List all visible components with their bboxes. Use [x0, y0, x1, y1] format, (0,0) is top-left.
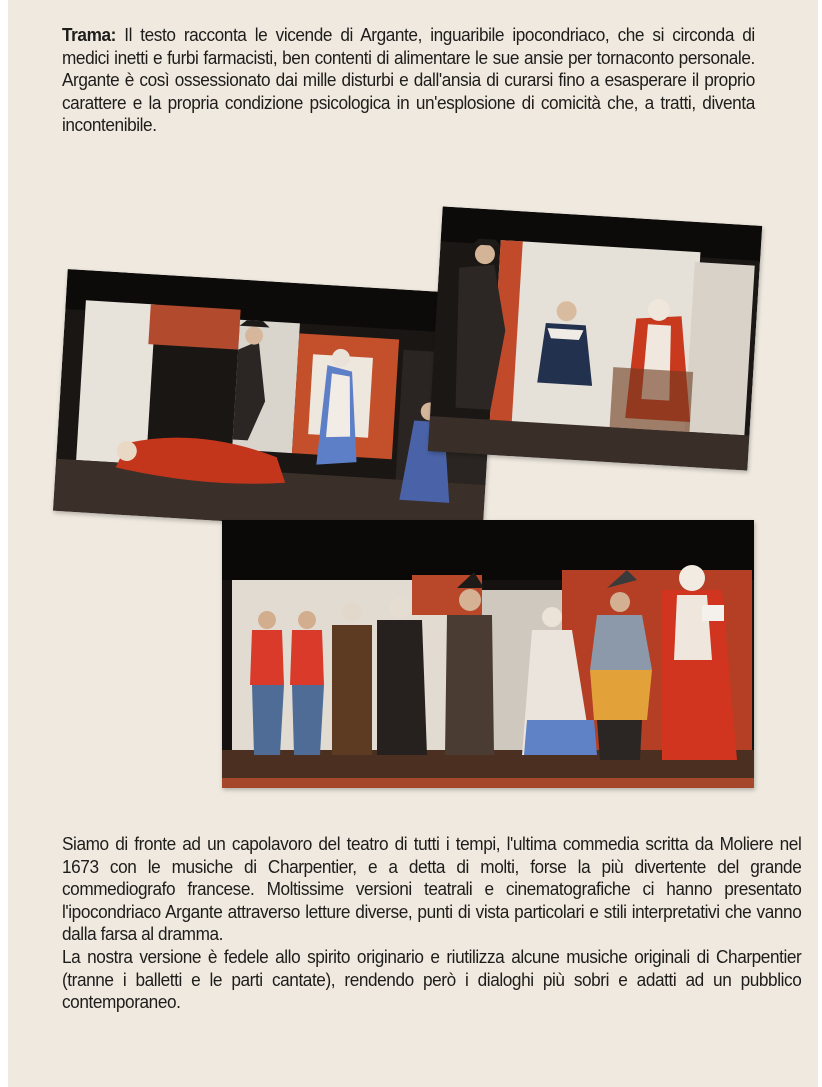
plot-label: Trama:	[62, 24, 116, 45]
plot-paragraph	[62, 24, 755, 137]
plot-text: Il testo racconta le vicende di Argante, inguaribile ipocondriaco, che si circonda di medici inetti e furbi farmacisti, ben contenti di alimentare le sue ansie per tornaconto personale. Argante è così ossessionato dai mille disturbi e dall'ansia di curarsi fino a esasperare il proprio carattere e la propria condizione psicologica in un'esplosione di comicità che, a tratti, diventa incontenibile.	[62, 24, 755, 136]
stage-photo-scene-seated	[428, 206, 762, 470]
stage-photo-cast-bow	[222, 520, 754, 788]
description-paragraph-2: La nostra versione è fedele allo spirito originario e riutilizza alcune musiche originali di Charpentier (tranne i balletti e le parti cantate), rendendo però i dialoghi più sobri e adatti ad un pubblico contemporaneo.	[62, 945, 802, 1013]
description-paragraph-1: Siamo di fronte ad un capolavoro del teatro di tutti i tempi, l'ultima commedia scritta da Moliere nel 1673 con le musiche di Charpentier, e a detta di molti, forse la più divertente del grande commediografo francese. Moltissime versioni teatrali e cinematografiche ci hanno presentato l'ipocondriaco Argante attraverso letture diverse, punti di vista particolari e stili interpretativi che vanno dalla farsa al dramma.	[62, 833, 802, 945]
description-paragraphs	[62, 833, 801, 1014]
